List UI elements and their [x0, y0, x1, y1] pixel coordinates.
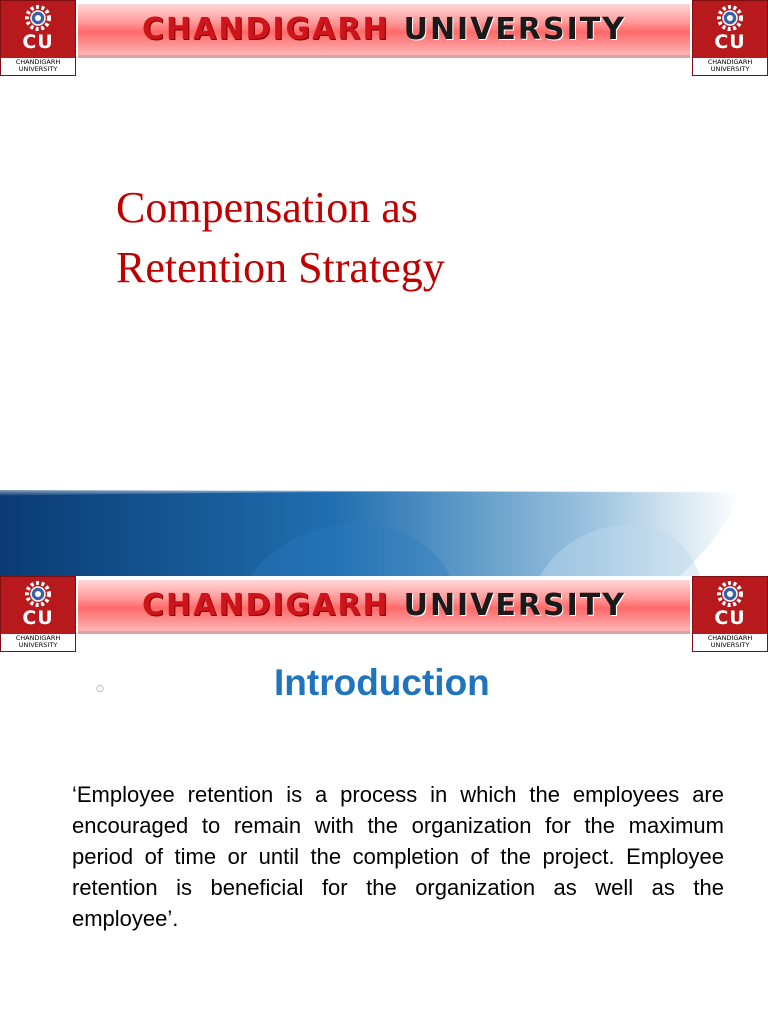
banner-word-university: UNIVERSITY [403, 588, 626, 623]
banner-word-chandigarh: CHANDIGARH [142, 588, 390, 623]
gear-emblem-icon [21, 3, 55, 33]
university-logo-right [692, 0, 768, 76]
logo-mark: CU [714, 31, 746, 53]
banner-word-chandigarh: CHANDIGARH [142, 12, 390, 47]
intro-paragraph: ‘Employee retention is a process in which the employees are encouraged to remain with the organization for the maximum period of time or until the completion of the project. Employee retention is beneficial for the organization as well as the employee’. [72, 782, 724, 931]
title-line-2: Retention Strategy [116, 243, 445, 292]
university-logo-left [0, 0, 76, 76]
bullet-circle-icon: ○ [96, 684, 104, 694]
university-logo-left [0, 576, 76, 652]
university-logo-right [692, 576, 768, 652]
logo-mark: CU [22, 31, 54, 53]
logo-mark: CU [714, 607, 746, 629]
introduction-heading: Introduction [274, 662, 490, 703]
gear-emblem-icon [713, 3, 747, 33]
title-line-1: Compensation as [116, 183, 418, 232]
decorative-blue-swoosh [0, 486, 768, 576]
logo-caption: CHANDIGARH UNIVERSITY [1, 634, 75, 651]
university-name-banner [78, 580, 690, 634]
header-banner [0, 576, 768, 654]
slide-2 [0, 576, 768, 1024]
header-banner [0, 0, 768, 78]
gear-emblem-icon [21, 579, 55, 609]
logo-caption: CHANDIGARH UNIVERSITY [693, 58, 767, 75]
university-name-banner [78, 4, 690, 58]
logo-caption: CHANDIGARH UNIVERSITY [1, 58, 75, 75]
banner-word-university: UNIVERSITY [403, 12, 626, 47]
slide-title [116, 178, 676, 298]
gear-emblem-icon [713, 579, 747, 609]
logo-caption: CHANDIGARH UNIVERSITY [693, 634, 767, 651]
logo-mark: CU [22, 607, 54, 629]
